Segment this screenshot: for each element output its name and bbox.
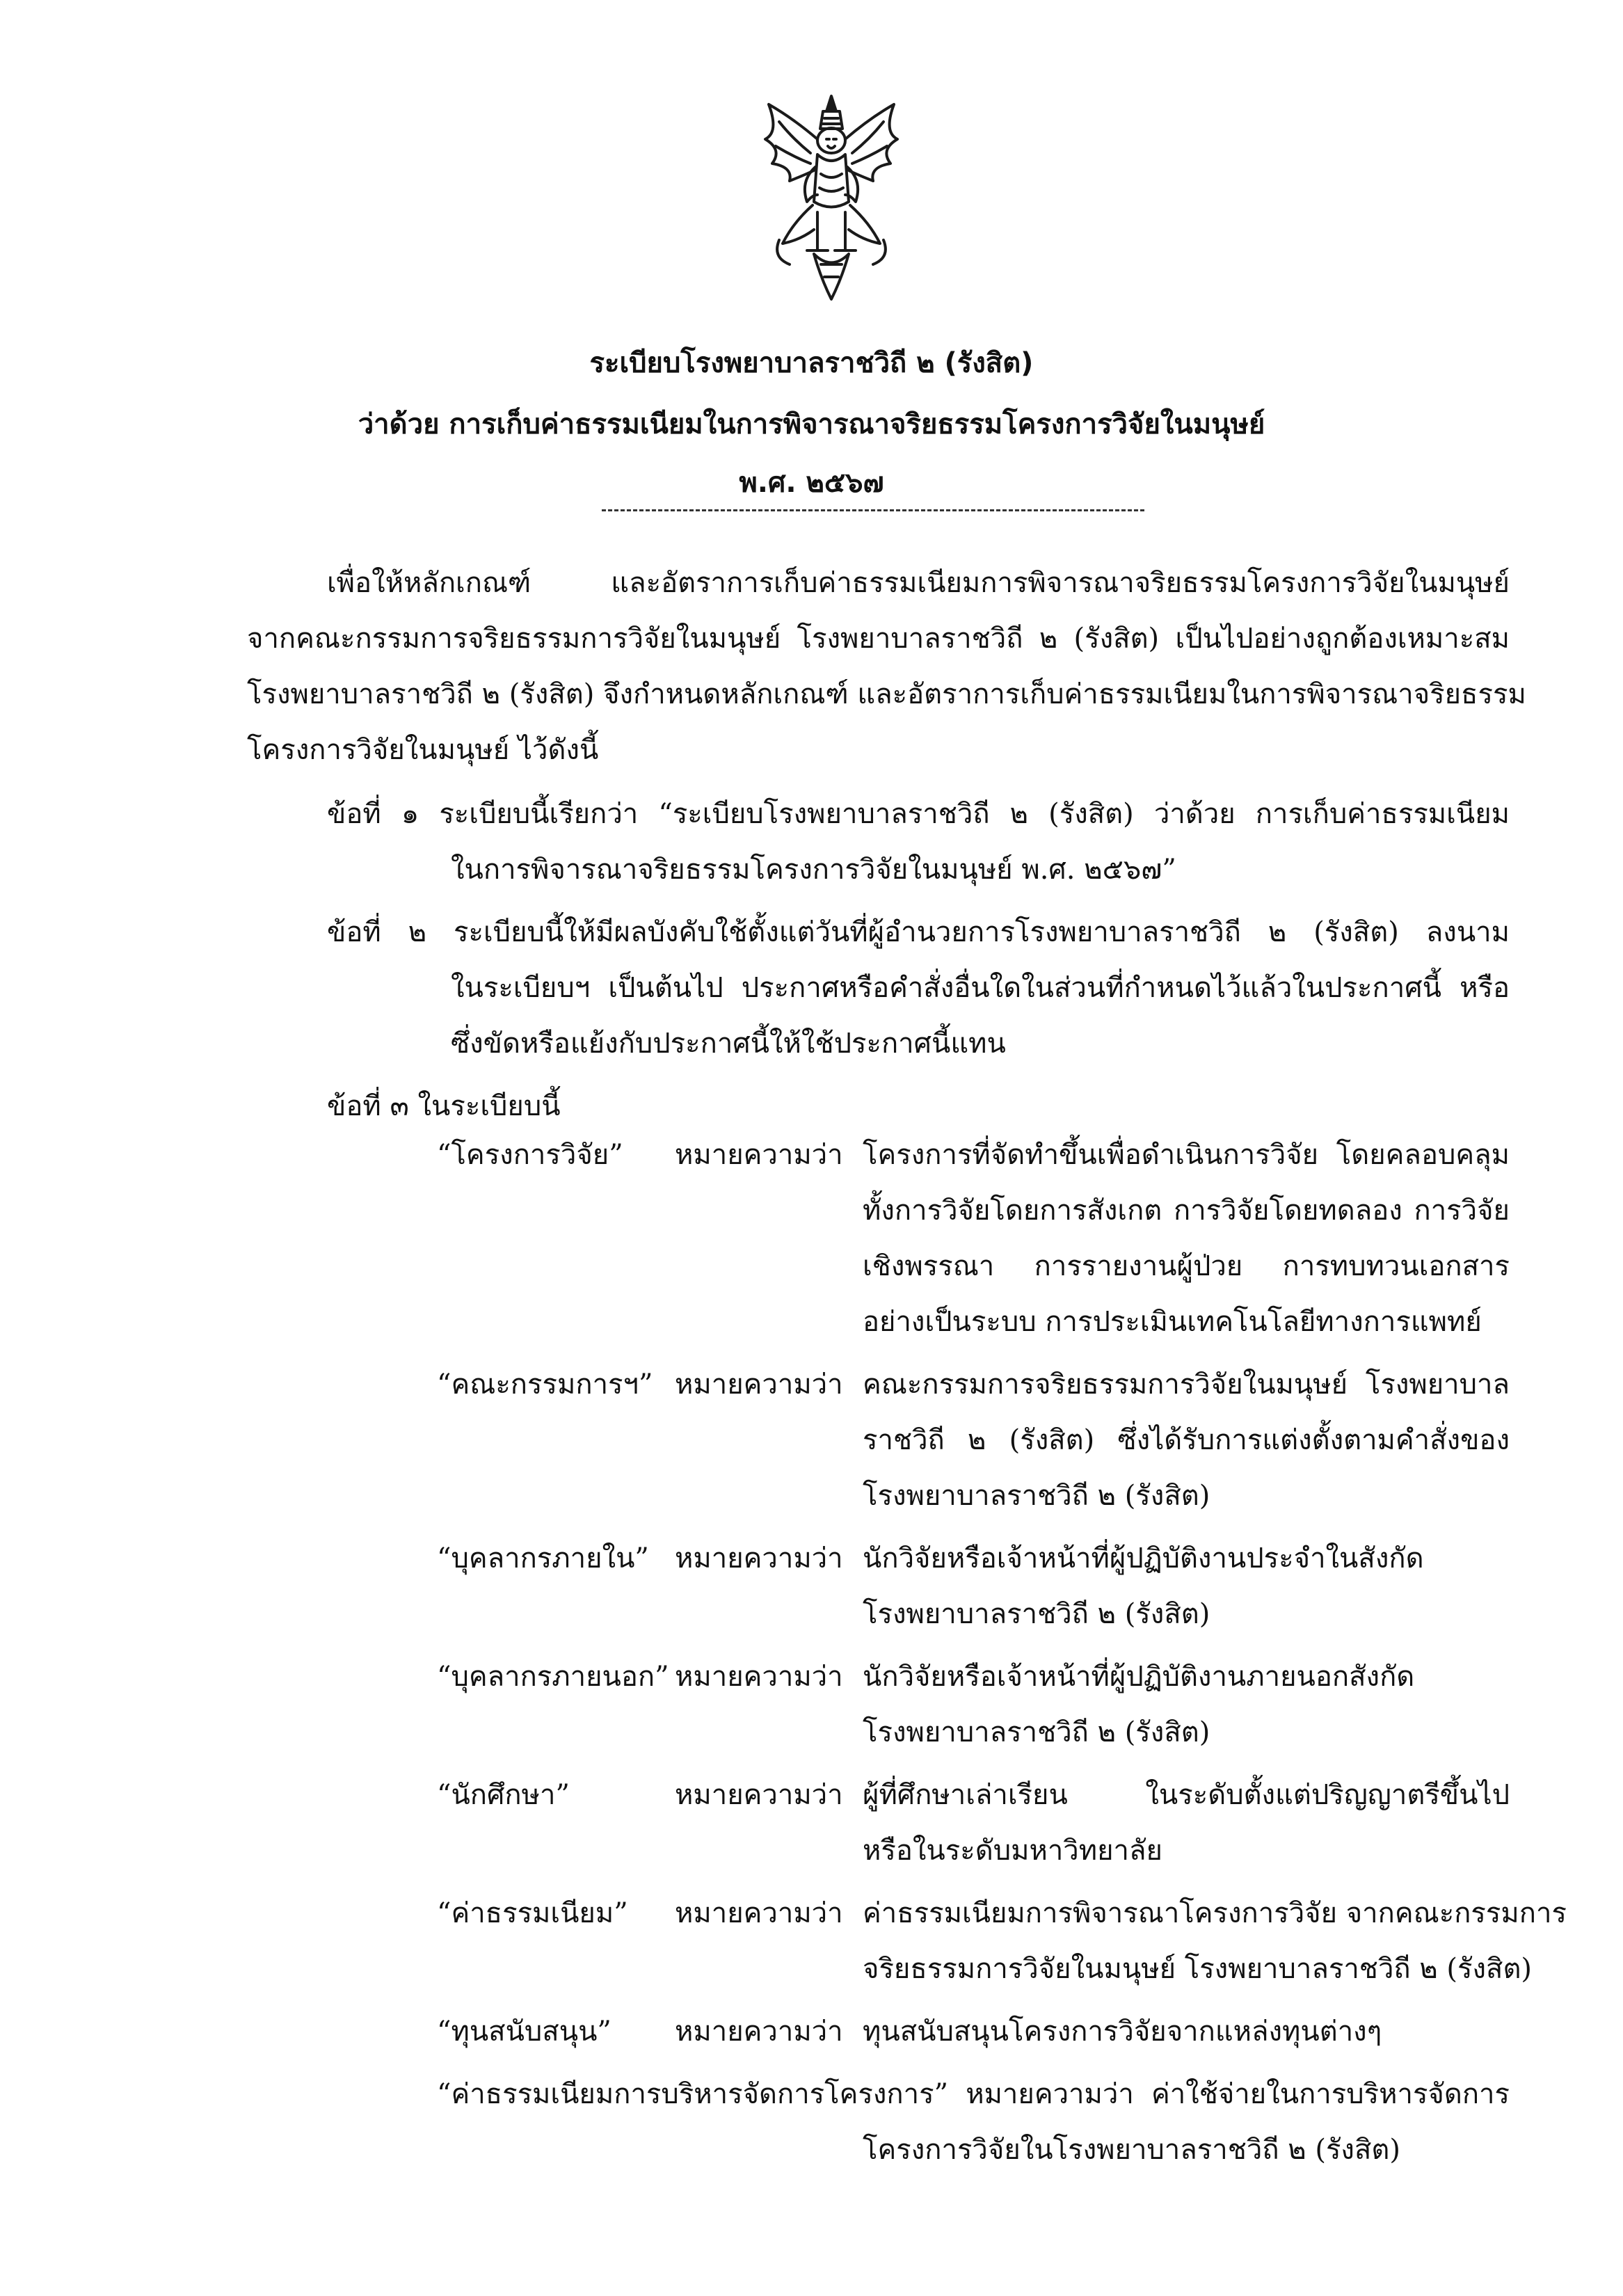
definition-text-line: ผู้ที่ศึกษาเล่าเรียน ในระดับตั้งแต่ปริญญาตรีขึ้นไป — [863, 1779, 1510, 1811]
definition-means-label: หมายความว่า — [675, 1897, 843, 1929]
definition-text-line: ราชวิถี ๒ (รังสิต) ซึ่งได้รับการแต่งตั้งตามคำสั่งของ — [863, 1424, 1510, 1456]
clause-1-line-1: ข้อที่ ๑ ระเบียบนี้เรียกว่า “ระเบียบโรงพยาบาลราชวิถี ๒ (รังสิต) ว่าด้วย การเก็บค่าธรรมเนียม — [327, 798, 1510, 830]
definition-text-line: อย่างเป็นระบบ การประเมินเทคโนโลยีทางการแพทย์ — [863, 1306, 1482, 1338]
definition-means-label: หมายความว่า — [675, 1369, 843, 1401]
garuda-emblem-icon — [751, 90, 911, 313]
definition-means-label: หมายความว่า — [675, 1139, 843, 1171]
definition-term-committee: “คณะกรรมการฯ” — [437, 1369, 653, 1401]
definition-text-line: เชิงพรรณา การรายงานผู้ป่วย การทบทวนเอกสาร — [863, 1250, 1510, 1282]
definition-means-label: หมายความว่า — [675, 1661, 843, 1693]
definition-means-label: หมายความว่า — [675, 2016, 843, 2048]
clause-2-line-1: ข้อที่ ๒ ระเบียบนี้ให้มีผลบังคับใช้ตั้งแต่วันที่ผู้อำนวยการโรงพยาบาลราชวิถี ๒ (รังสิต) ลงนาม — [327, 916, 1510, 948]
document-title-line-1: ระเบียบโรงพยาบาลราชวิถี ๒ (รังสิต) — [589, 347, 1034, 379]
definition-term-research-project: “โครงการวิจัย” — [437, 1139, 623, 1171]
definition-means-label: หมายความว่า — [675, 1779, 843, 1811]
document-title-line-2: ว่าด้วย การเก็บค่าธรรมเนียมในการพิจารณาจริยธรรมโครงการวิจัยในมนุษย์ — [358, 408, 1265, 440]
intro-line-1: เพื่อให้หลักเกณฑ์ และอัตราการเก็บค่าธรรมเนียมการพิจารณาจริยธรรมโครงการวิจัยในมนุษย์ — [327, 567, 1510, 599]
definition-means-label: หมายความว่า — [675, 1542, 843, 1574]
definition-text-line: โรงพยาบาลราชวิถี ๒ (รังสิต) — [863, 1480, 1210, 1512]
clause-2-line-3: ซึ่งขัดหรือแย้งกับประกาศนี้ให้ใช้ประกาศนี้แทน — [451, 1028, 1006, 1060]
intro-line-4: โครงการวิจัยในมนุษย์ ไว้ดังนี้ — [247, 734, 599, 766]
intro-line-3: โรงพยาบาลราชวิถี ๒ (รังสิต) จึงกำหนดหลักเกณฑ์ และอัตราการเก็บค่าธรรมเนียมในการพิจารณาจริยธรรม — [247, 678, 1526, 710]
definition-text-line: นักวิจัยหรือเจ้าหน้าที่ผู้ปฏิบัติงานประจำในสังกัด — [863, 1542, 1424, 1574]
definition-text-line: โรงพยาบาลราชวิถี ๒ (รังสิต) — [863, 1598, 1210, 1630]
definition-management-fee-line-2: โครงการวิจัยในโรงพยาบาลราชวิถี ๒ (รังสิต) — [863, 2134, 1400, 2166]
clause-2-line-2: ในระเบียบฯ เป็นต้นไป ประกาศหรือคำสั่งอื่นใดในส่วนที่กำหนดไว้แล้วในประกาศนี้ หรือ — [451, 972, 1510, 1004]
definition-term-internal-personnel: “บุคลากรภายใน” — [437, 1542, 649, 1574]
document-title-year: พ.ศ. ๒๕๖๗ — [739, 467, 884, 499]
definition-term-external-personnel: “บุคลากรภายนอก” — [437, 1661, 669, 1693]
definition-text-line: โรงพยาบาลราชวิถี ๒ (รังสิต) — [863, 1716, 1210, 1748]
definition-management-fee-line-1: “ค่าธรรมเนียมการบริหารจัดการโครงการ” หมายความว่า ค่าใช้จ่ายในการบริหารจัดการ — [437, 2078, 1510, 2110]
definition-text-line: นักวิจัยหรือเจ้าหน้าที่ผู้ปฏิบัติงานภายนอกสังกัด — [863, 1661, 1415, 1693]
definition-term-fee: “ค่าธรรมเนียม” — [437, 1897, 628, 1929]
definition-text-line: หรือในระดับมหาวิทยาลัย — [863, 1835, 1162, 1867]
definition-text-line: จริยธรรมการวิจัยในมนุษย์ โรงพยาบาลราชวิถี ๒ (รังสิต) — [863, 1953, 1533, 1985]
definition-text-line: ทุนสนับสนุนโครงการวิจัยจากแหล่งทุนต่างๆ — [863, 2016, 1382, 2048]
clause-1-line-2: ในการพิจารณาจริยธรรมโครงการวิจัยในมนุษย์ พ.ศ. ๒๕๖๗” — [451, 854, 1176, 886]
title-divider — [602, 509, 1144, 511]
definition-term-student: “นักศึกษา” — [437, 1779, 570, 1811]
intro-line-2: จากคณะกรรมการจริยธรรมการวิจัยในมนุษย์ โรงพยาบาลราชวิถี ๒ (รังสิต) เป็นไปอย่างถูกต้องเหมาะสม — [247, 623, 1510, 655]
definition-text-line: โครงการที่จัดทำขึ้นเพื่อดำเนินการวิจัย โดยคลอบคลุม — [863, 1139, 1510, 1171]
definition-text-line: ทั้งการวิจัยโดยการสังเกต การวิจัยโดยทดลอง การวิจัย — [863, 1195, 1510, 1227]
clause-3-heading: ข้อที่ ๓ ในระเบียบนี้ — [327, 1090, 561, 1122]
definition-text-line: คณะกรรมการจริยธรรมการวิจัยในมนุษย์ โรงพยาบาล — [863, 1369, 1510, 1401]
definition-text-line: ค่าธรรมเนียมการพิจารณาโครงการวิจัย จากคณะกรรมการ — [863, 1897, 1567, 1929]
definition-term-funding: “ทุนสนับสนุน” — [437, 2016, 611, 2048]
